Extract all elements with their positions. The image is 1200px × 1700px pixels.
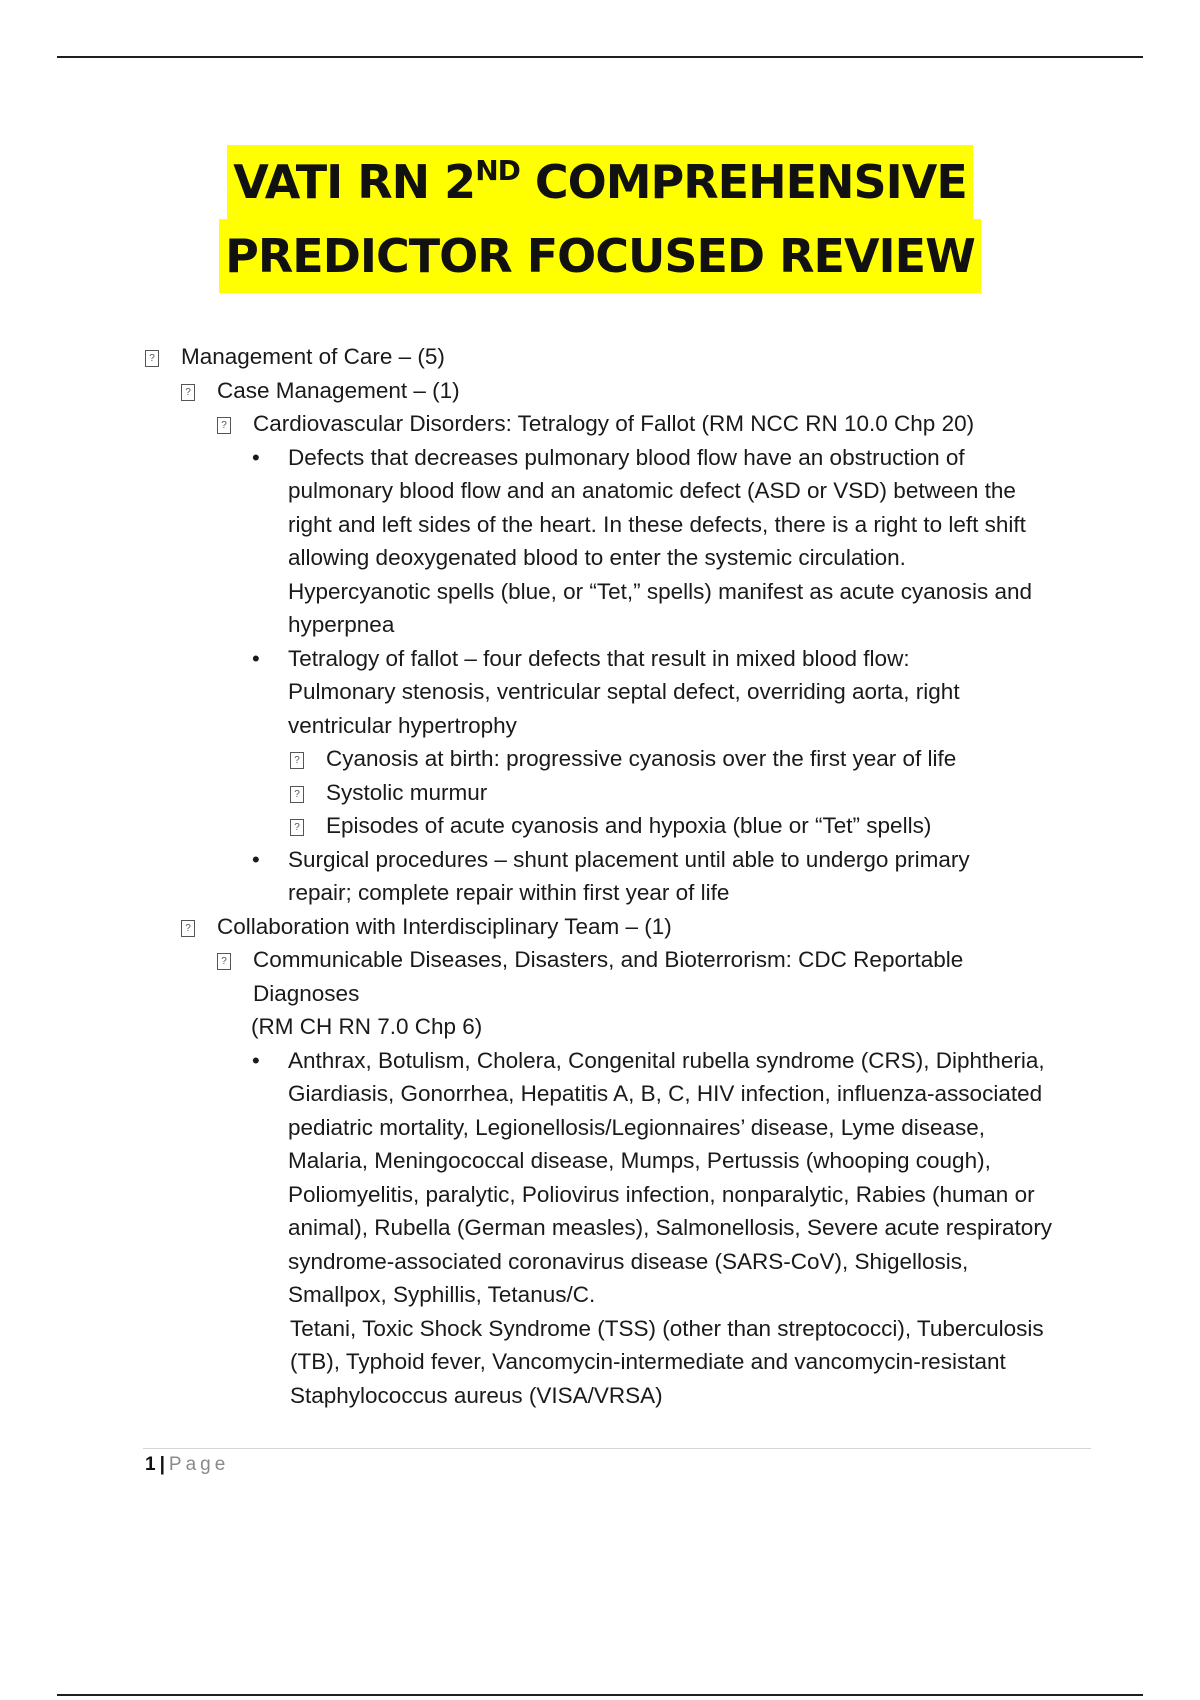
sub-item-episodes: ? Episodes of acute cyanosis and hypoxia (blue or “Tet” spells): [0, 809, 1200, 843]
bullet-item-defects: • Defects that decreases pulmonary blood flow have an obstruction of pulmonary blood flow and an anatomic defect (ASD or VSD) between the right and left sides of the heart. In these defects, there is a right to left shift allowing deoxygenated blood to enter the systemic circulation. Hypercyanotic spells (blue, or “Tet,” spells) manifest as acute cyanosis and hyperpnea: [0, 441, 1200, 642]
sub-item-cyanosis-at-birth: ? Cyanosis at birth: progressive cyanosis over the first year of life: [0, 742, 1200, 776]
bottom-rule: [57, 1694, 1143, 1696]
title-line-2: PREDICTOR FOCUSED REVIEW: [219, 219, 981, 293]
footer-rule: [143, 1448, 1091, 1449]
bullet-item-reportable-diseases: • Anthrax, Botulism, Cholera, Congenital rubella syndrome (CRS), Diphtheria, Giardiasis, Gonorrhea, Hepatitis A, B, C, HIV infection, influenza-associated pediatric mortality, Legionellosis/Legionnaires’ disease, Lyme disease, Malaria, Meningococcal disease, Mumps, Pertussis (whooping cough), Poliomyelitis, paralytic, Poliovirus infection, nonparalytic, Rabies (human or animal), Rubella (German measles), Salmonellosis, Severe acute respiratory syndrome-associated coronavirus disease (SARS-CoV), Shigellosis, Smallpox, Syphillis, Tetanus/C. Tetani, Toxic Shock Syndrome (TSS) (other than streptococci), Tuberculosis (TB), Typhoid fever, Vancomycin-intermediate and vancomycin-resistant Staphylococcus aureus (VISA/VRSA): [0, 1044, 1200, 1413]
missing-glyph-box-icon: ?: [217, 953, 231, 970]
bullet-dot-icon: •: [252, 645, 260, 671]
bullet-item-surgical-procedures: • Surgical procedures – shunt placement until able to undergo primary repair; complete repair within first year of life: [0, 843, 1200, 910]
outline-level2-case-management: ? Case Management – (1): [0, 374, 1200, 408]
missing-glyph-box-icon: ?: [181, 920, 195, 937]
bullet-item-tetralogy: • Tetralogy of fallot – four defects that result in mixed blood flow: Pulmonary stenosis, ventricular septal defect, overriding aorta, right ventricular hypertrophy: [0, 642, 1200, 743]
document-title: [0, 145, 1200, 293]
outline-level1-management-of-care: ? Management of Care – (5): [0, 340, 1200, 374]
bullet-dot-icon: •: [252, 444, 260, 470]
outline-level3-tetralogy-of-fallot: ? Cardiovascular Disorders: Tetralogy of Fallot (RM NCC RN 10.0 Chp 20): [0, 407, 1200, 441]
page-footer: [145, 1452, 229, 1478]
missing-glyph-box-icon: ?: [217, 417, 231, 434]
missing-glyph-box-icon: ?: [181, 384, 195, 401]
footer-separator: |: [159, 1454, 165, 1475]
page-label: Page: [168, 1454, 230, 1475]
header-rule: [57, 56, 1143, 58]
missing-glyph-box-icon: ?: [290, 819, 304, 836]
sub-item-systolic-murmur: ? Systolic murmur: [0, 776, 1200, 810]
outline: [0, 340, 1200, 1412]
outline-level2-collaboration: ? Collaboration with Interdisciplinary Team – (1): [0, 910, 1200, 944]
title-line-1: VATI RN 2ND COMPREHENSIVE: [227, 145, 973, 219]
outline-level3-communicable-diseases: ? Communicable Diseases, Disasters, and Bioterrorism: CDC Reportable Diagnoses (RM CH RN 7.0 Chp 6): [0, 943, 1200, 1044]
missing-glyph-box-icon: ?: [290, 752, 304, 769]
bullet-dot-icon: •: [252, 1047, 260, 1073]
missing-glyph-box-icon: ?: [290, 786, 304, 803]
missing-glyph-box-icon: ?: [145, 350, 159, 367]
bullet-dot-icon: •: [252, 846, 260, 872]
page-number: 1: [145, 1454, 156, 1475]
